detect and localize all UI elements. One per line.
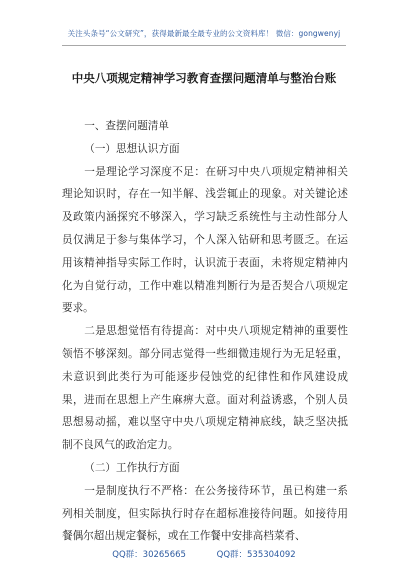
header-divider bbox=[62, 45, 346, 46]
document-title: 中央八项规定精神学习教育查摆问题清单与整治台账 bbox=[71, 71, 337, 85]
document-body bbox=[62, 115, 348, 548]
subsection-heading: （一）思想认识方面 bbox=[84, 142, 180, 155]
body-paragraph: 二是思想觉悟有待提高：对中央八项规定精神的重要性领悟不够深刻。部分同志觉得一些细微违规行为无足轻重，未意识到此类行为可能逐步侵蚀党的纪律性和作风建设成果，进而在思想上产生麻痹大意。面对利益诱惑，个别人员思想易动摇，难以坚守中央八项规定精神底线，缺乏坚决抵制不良风气的政治定力。 bbox=[62, 325, 348, 452]
body-paragraph: 一是理论学习深度不足：在研习中央八项规定精神相关理论知识时，存在一知半解、浅尝辄止的现象。对关键论述及政策内涵探究不够深入，学习缺乏系统性与主动性部分人员仅满足于参与集体学习，个人深入钻研和思考匮乏。在运用该精神指导实际工作时，认识流于表面，未将规定精神内化为自觉行动，工作中难以精准判断行为是否契合八项规定要求。 bbox=[62, 165, 348, 315]
subsection-heading: （二）工作执行方面 bbox=[84, 461, 180, 474]
qq-group-link[interactable]: QQ群：535304092 bbox=[216, 550, 296, 560]
qq-group-link[interactable]: QQ群：30265665 bbox=[112, 550, 186, 560]
body-paragraph: 一是制度执行不严格：在公务接待环节，虽已构建一系列相关制度，但实际执行时存在超标准接待问题。如接待用餐偶尔超出规定餐标，或在工作餐中安排高档菜肴、 bbox=[62, 484, 348, 543]
footer bbox=[0, 548, 408, 560]
header-banner: 关注头条号“公文研究”，获得最新最全最专业的公文资料库！ 微信：gongwenyj bbox=[67, 29, 341, 38]
section-heading: 一、查摆问题清单 bbox=[84, 120, 169, 132]
